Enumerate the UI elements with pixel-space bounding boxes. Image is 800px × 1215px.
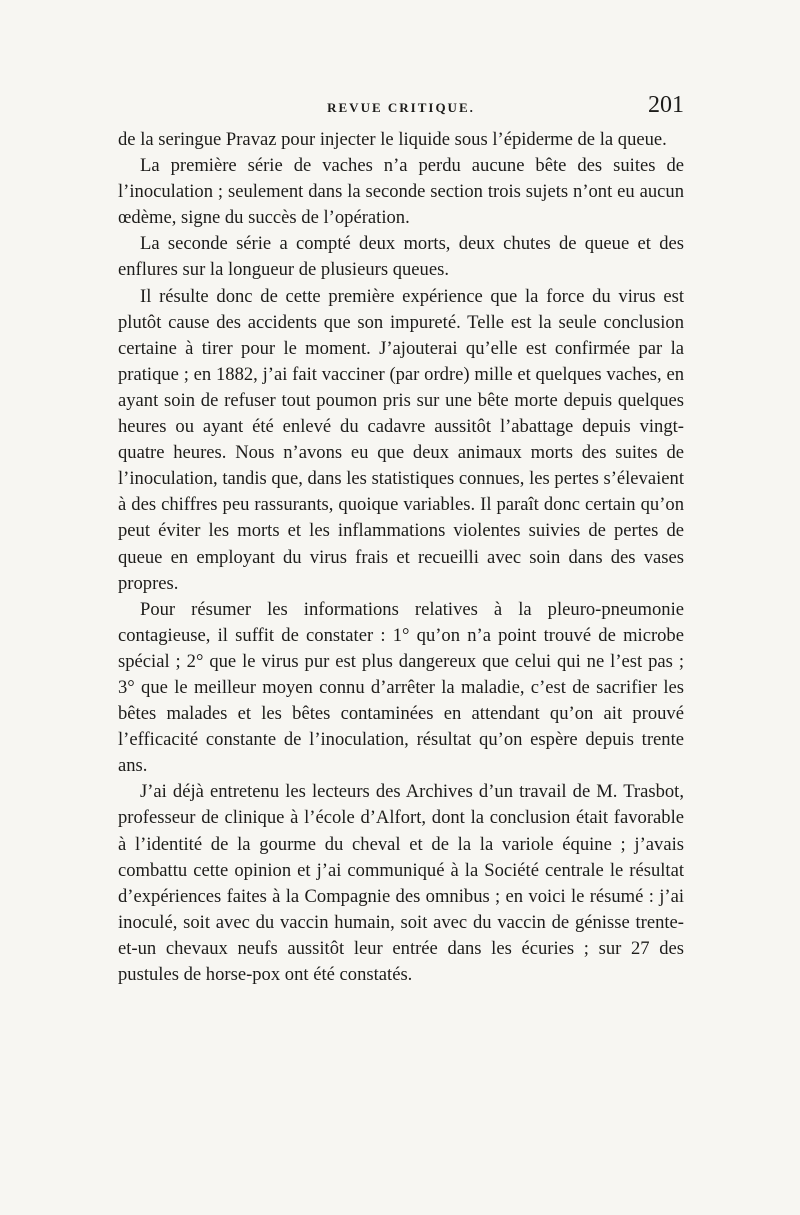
paragraph: Il résulte donc de cette première expérience que la force du virus est plutôt cause des accidents que son impureté. Telle est la seule conclusion certaine à tirer pour le moment. J’ajouterai qu’elle est confirmée par la pratique ; en 1882, j’ai fait vacciner (par ordre) mille et quelques vaches, en ayant soin de refuser tout poumon pris sur une bête morte depuis quelques heures ou ayant été enlevé du cadavre aussitôt l’abattage depuis vingt-quatre heures. Nous n’avons eu que deux animaux morts des suites de l’inoculation, tandis que, dans les statistiques connues, les pertes s’élevaient à des chiffres peu rassurants, quoique variables. Il paraît donc certain qu’on peut éviter les morts et les inflammations violentes suivies de pertes de queue en employant du virus frais et recueilli avec soin dans des vases propres. [118, 285, 684, 594]
paragraph: de la seringue Pravaz pour injecter le liquide sous l’épiderme de la queue. [118, 129, 667, 150]
body-text [118, 127, 684, 988]
paragraph: La seconde série a compté deux morts, deux chutes de queue et des enflures sur la longueur de plusieurs queues. [118, 233, 684, 281]
page-number: 201 [648, 92, 684, 118]
paragraph: J’ai déjà entretenu les lecteurs des Archives d’un travail de M. Trasbot, professeur de clinique à l’école d’Alfort, dont la conclusion était favorable à l’identité de la gourme du cheval et de la la variole équine ; j’avais combattu cette opinion et j’ai communiqué à la Société centrale le résultat d’expériences faites à la Compagnie des omnibus ; en voici le résumé : j’ai inoculé, soit avec du vaccin humain, soit avec du vaccin de génisse trente-et-un chevaux neufs aussitôt leur entrée dans les écuries ; sur 27 des pustules de horse-pox ont été constatés. [118, 781, 684, 985]
running-title: REVUE CRITIQUE. [327, 100, 475, 115]
paragraph: La première série de vaches n’a perdu aucune bête des suites de l’inoculation ; seulement dans la seconde section trois sujets n’ont eu aucun œdème, signe du succès de l’opération. [118, 155, 684, 229]
page-header [118, 92, 684, 126]
paragraph: Pour résumer les informations relatives à la pleuro-pneumonie contagieuse, il suffit de constater : 1° qu’on n’a point trouvé de microbe spécial ; 2° que le virus pur est plus dangereux que celui qui ne l’est pas ; 3° que le meilleur moyen connu d’arrêter la maladie, c’est de sacrifier les bêtes malades et les bêtes contaminées en attendant qu’on ait prouvé l’efficacité constante de l’inoculation, résultat qu’on espère depuis trente ans. [118, 598, 684, 777]
